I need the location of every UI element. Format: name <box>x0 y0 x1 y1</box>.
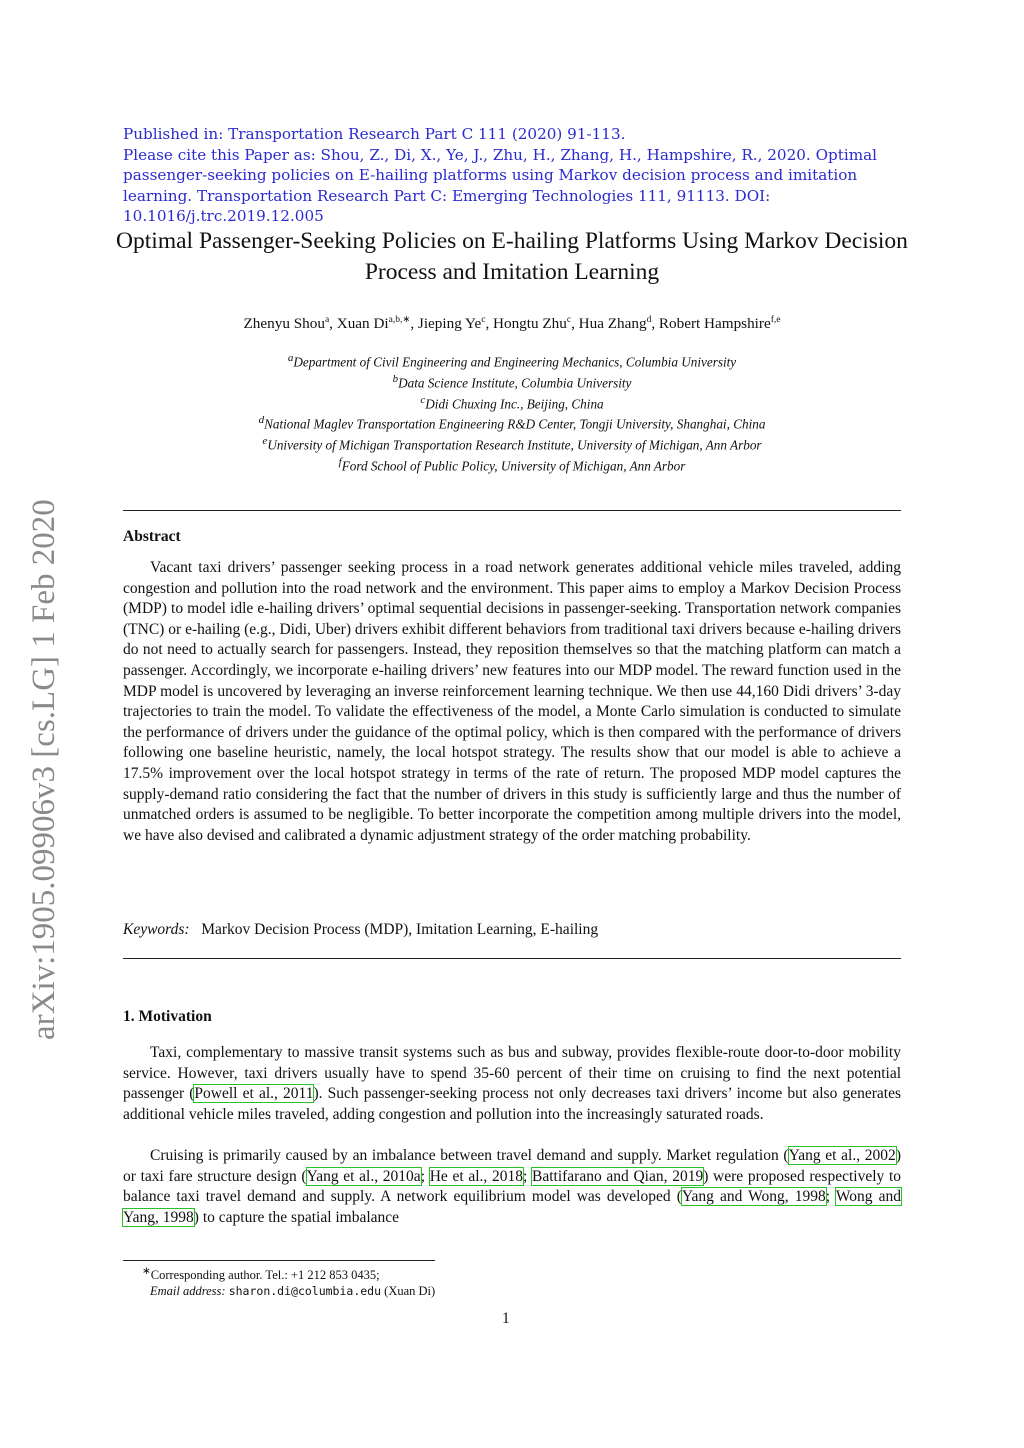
affiliation-text: University of Michigan Transportation Research Institute, University of Michigan, Ann Arbor <box>267 437 762 453</box>
affiliation-mark: c <box>420 393 426 406</box>
motivation-paragraph-1 <box>123 1043 901 1125</box>
affiliation-text: Ford School of Public Policy, University of Michigan, Ann Arbor <box>341 458 686 474</box>
paragraph-text: ) were proposed respectively to balance taxi travel demand and supply. A network equilibrium model was developed ( <box>123 1167 902 1206</box>
section-heading: 1. Motivation <box>123 1008 212 1025</box>
affiliation-text: National Maglev Transportation Engineering R&D Center, Tongji University, Shanghai, China <box>264 416 766 432</box>
keywords-label: Keywords: <box>123 921 190 938</box>
footnote-line <box>142 1283 435 1299</box>
paragraph-text: Taxi, complementary to massive transit systems such as bus and subway, provides flexible-route door-to-door mobility service. However, taxi drivers usually have to spend 35-60 percent of their time on cruising to find the next potential passenger ( <box>123 1044 901 1103</box>
abstract-heading: Abstract <box>123 528 181 545</box>
affiliation-mark: b <box>392 372 399 385</box>
author-name: Hongtu Zhu <box>493 315 567 333</box>
author-name: Robert Hampshire <box>658 315 771 333</box>
citation-link[interactable]: Wong and Yang, 1998 <box>123 1188 901 1226</box>
citation-separator: ; <box>420 1167 430 1185</box>
affiliation-mark: a <box>287 352 294 364</box>
abstract-text: Vacant taxi drivers’ passenger seeking process in a road network generates additional vehicle miles traveled, adding congestion and pollution into the road network and the environment. This paper aims to employ a Markov Decision Process (MDP) to model idle e-hailing drivers’ optimal sequential decisions in passenger-seeking. Transportation network companies (TNC) or e-hailing (e.g., Didi, Uber) drivers exhibit different behaviors from traditional taxi drivers because e-hailing drivers do not need to actually search for passengers. Instead, they reposition themselves so that the matching platform can match a passenger. Accordingly, we incorporate e-hailing drivers’ new features into our MDP model. The reward function used in the MDP model is uncovered by leveraging an inverse reinforcement learning technique. We then use 44,160 Didi drivers’ 3-day trajectories to train the model. To validate the effectiveness of the model, a Monte Carlo simulation is conducted to simulate the performance of drivers under the guidance of the optimal policy, which is then compared with the performance of drivers following one baseline heuristic, namely, the local hotspot strategy. The results show that our model is able to achieve a 17.5% improvement over the local hotspot strategy in terms of the rate of return. The proposed MDP model captures the supply-demand ratio considering the fact that the number of drivers in this study is sufficiently large and thus the number of unmatched orders is assumed to be negligible. To better incorporate the competition among multiple drivers into the model, we have also devised and calibrated a dynamic adjustment strategy of the order matching probability. <box>123 559 901 844</box>
paragraph-text: ). Such passenger-seeking process not only decreases taxi drivers’ income but also generates additional vehicle miles traveled, adding congestion and pollution into the increasingly saturated roads. <box>123 1085 901 1123</box>
publication-line[interactable]: Published in: Transportation Research Part C 111 (2020) 91-113. <box>123 125 626 143</box>
author-affiliation-mark: a,b,∗ <box>388 315 411 325</box>
email-label: Email address: <box>150 1284 226 1299</box>
citation-link[interactable]: Yang and Wong, 1998 <box>681 1188 826 1206</box>
footnote-mark: ∗ <box>142 1266 151 1277</box>
email-owner: (Xuan Di) <box>384 1284 436 1299</box>
affiliation-item <box>100 371 924 392</box>
author-affiliation-mark: c <box>566 315 572 325</box>
affiliation-item <box>100 412 924 433</box>
affiliation-text: Department of Civil Engineering and Engineering Mechanics, Columbia University <box>293 354 737 370</box>
author-affiliation-mark: d <box>646 315 652 325</box>
email-address[interactable]: sharon.di@columbia.edu <box>228 1284 382 1299</box>
citation-line[interactable]: Please cite this Paper as: Shou, Z., Di, X., Ye, J., Zhu, H., Zhang, H., Hampshire, R., 2020. Optimal passenger-seeking policies on E-hailing platforms using Markov decision process and imitation learning. Transportation Research Part C: Emerging Technologies 111, 91113. DOI: 10.1016/j.trc.2019.12.005 <box>123 145 878 226</box>
affiliation-item <box>100 350 924 371</box>
author-name: Jieping Ye <box>417 315 482 333</box>
affiliation-mark: e <box>262 435 268 448</box>
affiliation-mark: d <box>258 414 265 427</box>
citation-separator: ; <box>825 1188 836 1206</box>
arxiv-sidebar-stamp: arXiv:1905.09906v3 [cs.LG] 1 Feb 2020 <box>26 499 62 1040</box>
page-number: 1 <box>502 1310 510 1327</box>
author-list: Zhenyu Shou$^a$, Xuan $Di^{a,b,∗}$, Jieping Ye$^c$, Hongtu Zhu$^c$, Hua Zhang$^d$, Robert Hampshire$^{f,e}$ <box>243 315 781 333</box>
citation-link[interactable]: He et al., 2018 <box>429 1167 523 1185</box>
footnote-line <box>142 1264 435 1283</box>
abstract-bottom-rule <box>123 958 901 959</box>
footnote-rule <box>123 1260 435 1261</box>
motivation-paragraph-2 <box>123 1146 901 1228</box>
abstract-top-rule <box>123 510 901 511</box>
footnote-text: Corresponding author. Tel.: +1 212 853 0435; <box>150 1268 380 1283</box>
affiliation-item <box>100 433 924 454</box>
affiliation-item <box>100 392 924 413</box>
citation-link[interactable]: Powell et al., 2011 <box>194 1085 314 1103</box>
paper-title: Optimal Passenger-Seeking Policies on E-hailing Platforms Using Markov Decision Process and Imitation Learning <box>116 228 908 285</box>
affiliation-mark: f <box>338 455 342 468</box>
citation-link[interactable]: Yang et al., 2002 <box>788 1147 896 1164</box>
affiliation-text: Didi Chuxing Inc., Beijing, China <box>425 395 604 411</box>
paragraph-text: ) to capture the spatial imbalance <box>193 1208 400 1226</box>
citation-link[interactable]: Yang et al., 2010a <box>306 1167 421 1185</box>
affiliation-list <box>100 350 924 475</box>
author-name: Zhenyu Shou <box>243 315 325 333</box>
author-name: Xuan Di <box>336 315 389 333</box>
affiliation-item <box>100 454 924 475</box>
author-name: Hua Zhang <box>578 315 647 333</box>
paragraph-text: Cruising is primarily caused by an imbalance between travel demand and supply. Market regulation ( <box>150 1147 789 1164</box>
author-affiliation-mark: a <box>324 315 330 325</box>
citation-separator: ; <box>522 1167 532 1185</box>
keywords-line <box>123 921 598 939</box>
citation-link[interactable]: Battifarano and Qian, 2019 <box>532 1167 704 1185</box>
paragraph-text: ) or taxi fare structure design ( <box>123 1147 901 1185</box>
keywords-text: Markov Decision Process (MDP), Imitation Learning, E-hailing <box>201 921 599 938</box>
author-affiliation-mark: c <box>481 315 486 325</box>
publication-note[interactable] <box>123 124 903 227</box>
affiliation-text: Data Science Institute, Columbia University <box>398 375 632 391</box>
footnote <box>142 1264 435 1299</box>
author-affiliation-mark: f,e <box>770 315 781 325</box>
